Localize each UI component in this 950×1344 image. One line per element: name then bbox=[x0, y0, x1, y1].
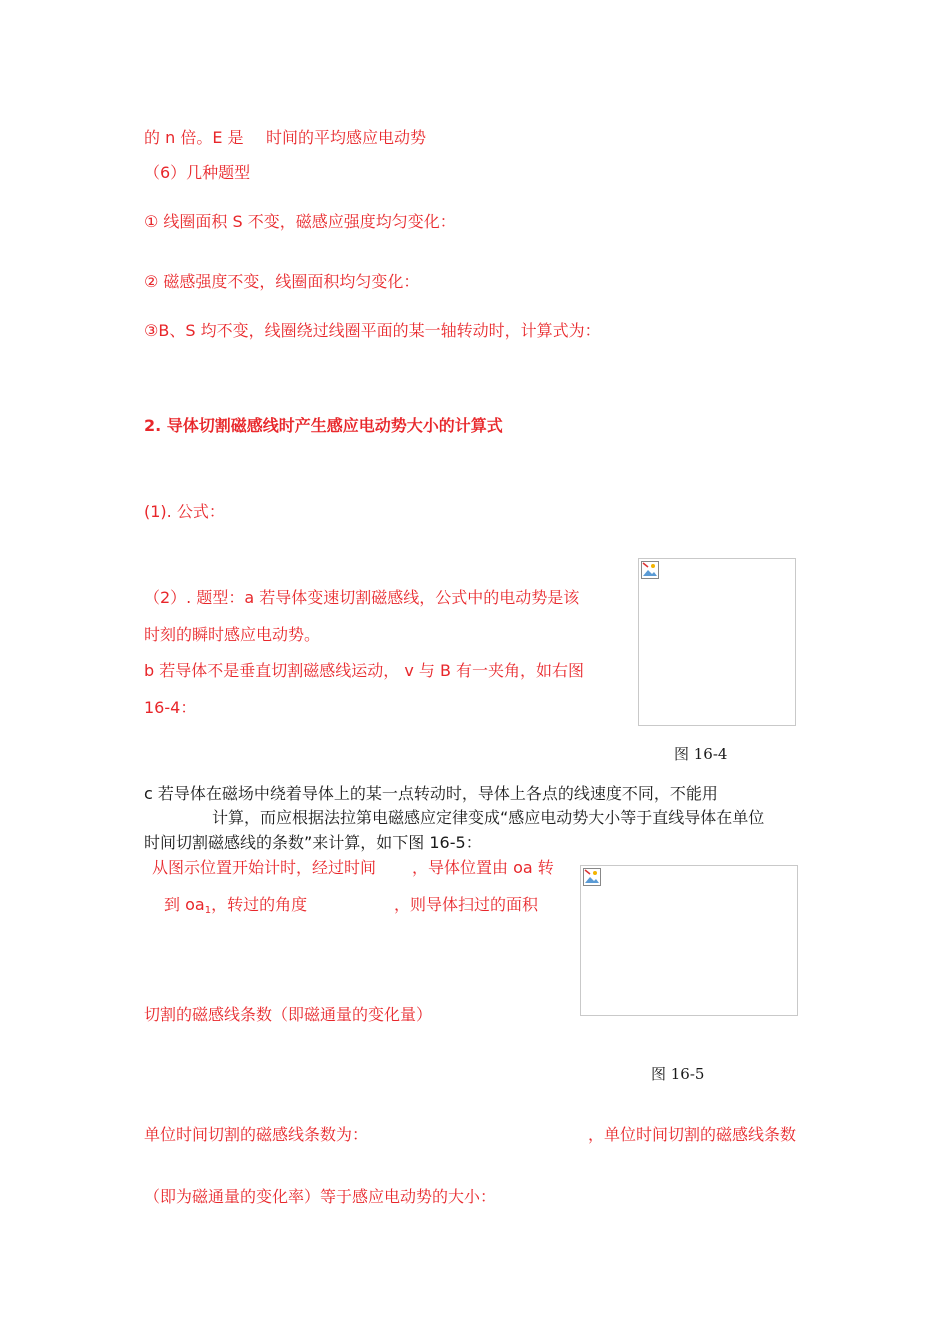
rotation-position-text: ，导体位置由 oa 转 bbox=[412, 858, 554, 877]
rotation-swept-area: ，则导体扫过的面积 bbox=[394, 895, 539, 914]
types-line-1: （2）. 题型：a 若导体变速切割磁感线，公式中的电动势是该 bbox=[144, 588, 580, 607]
text-average-emf: 时间的平均感应电动势 bbox=[266, 128, 427, 147]
case-c-line-1: c 若导体在磁场中绕着导体上的某一点转动时，导体上各点的线速度不同，不能用 bbox=[144, 784, 718, 803]
rotation-time-text: 从图示位置开始计时，经过时间 bbox=[152, 858, 377, 877]
broken-image-icon bbox=[583, 868, 601, 886]
heading-question-types: （6）几种题型 bbox=[144, 163, 251, 182]
unit-time-lines-tail: ，单位时间切割的磁感线条数 bbox=[588, 1125, 797, 1144]
figure-16-5 bbox=[580, 865, 798, 1016]
section-title: 2. 导体切割磁感线时产生感应电动势大小的计算式 bbox=[144, 416, 503, 435]
text-n-times: 的 n 倍。E 是 bbox=[144, 128, 244, 147]
figure-16-5-caption: 图 16-5 bbox=[651, 1065, 705, 1083]
case-rotation: ③B、S 均不变，线圈绕过线圈平面的某一轴转动时，计算式为： bbox=[144, 321, 601, 340]
case-c-line-2: 计算，而应根据法拉第电磁感应定律变成“感应电动势大小等于直线导体在单位 bbox=[212, 808, 765, 827]
figure-16-4 bbox=[638, 558, 796, 726]
types-line-2: 时刻的瞬时感应电动势。 bbox=[144, 625, 321, 644]
case-field-constant: ② 磁感强度不变，线圈面积均匀变化： bbox=[144, 272, 420, 291]
rotation-to-oa1: 到 $oa_1$，转过的角度 bbox=[164, 895, 308, 916]
cut-lines-text: 切割的磁感线条数（即磁通量的变化量） bbox=[144, 1005, 433, 1024]
figure-16-4-caption: 图 16-4 bbox=[674, 745, 728, 763]
formula-label: (1). 公式： bbox=[144, 502, 225, 521]
unit-time-lines-label: 单位时间切割的磁感线条数为： bbox=[144, 1125, 369, 1144]
broken-image-icon bbox=[641, 561, 659, 579]
case-b-line-2: 16-4： bbox=[144, 698, 197, 717]
case-area-constant: ① 线圈面积 S 不变，磁感应强度均匀变化： bbox=[144, 212, 456, 231]
case-c-line-3: 时间切割磁感线的条数”来计算，如下图 16-5： bbox=[144, 833, 482, 852]
case-b-line-1: b 若导体不是垂直切割磁感线运动， v 与 B 有一夹角，如右图 bbox=[144, 661, 585, 680]
flux-rate-text: （即为磁通量的变化率）等于感应电动势的大小： bbox=[144, 1187, 497, 1206]
